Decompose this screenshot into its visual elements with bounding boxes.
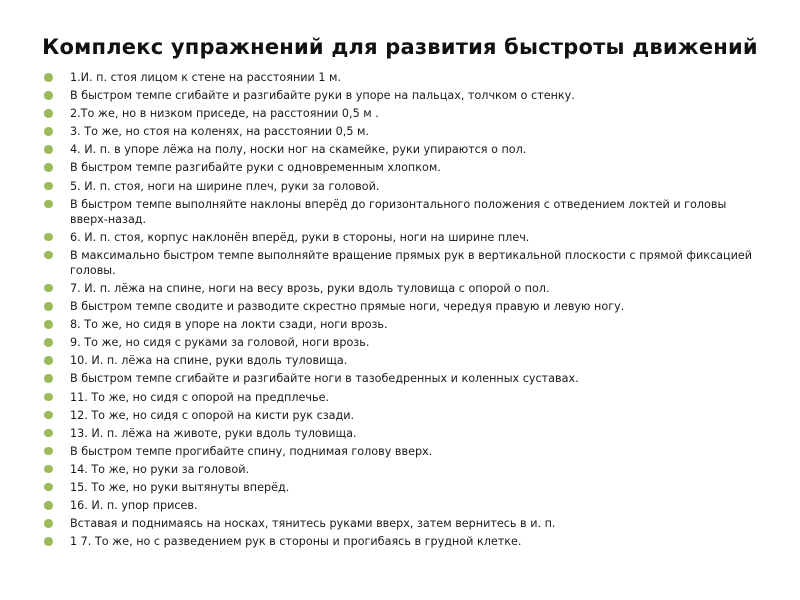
bullet-icon: [44, 91, 53, 100]
list-item: [43, 142, 758, 157]
bullet-icon: [44, 320, 53, 329]
list-item-text: 5. И. п. стоя, ноги на ширине плеч, руки за головой.: [70, 179, 380, 193]
list-item: [43, 248, 758, 278]
list-item: [43, 70, 758, 85]
list-item-text: 1.И. п. стоя лицом к стене на расстоянии 1 м.: [70, 71, 342, 84]
list-item: [43, 124, 758, 139]
list-item: [43, 516, 758, 531]
bullet-icon: [44, 374, 53, 383]
bullet-icon: [44, 182, 53, 191]
bullet-icon: [44, 429, 53, 438]
list-item: [43, 281, 758, 296]
list-item: [43, 317, 758, 332]
list-item: [43, 160, 758, 175]
bullet-icon: [44, 73, 53, 82]
list-item: [43, 230, 758, 245]
bullet-icon: [44, 519, 53, 528]
bullet-icon: [44, 411, 53, 420]
list-item-text: 1 7. То же, но с разведением рук в стороны и прогибаясь в грудной клетке.: [70, 535, 522, 549]
list-item: [43, 335, 758, 350]
bullet-icon: [44, 302, 53, 311]
list-item: [43, 106, 758, 121]
list-item: [43, 353, 758, 368]
list-item-text: 3. То же, но стоя на коленях, на расстоянии 0,5 м.: [70, 125, 370, 139]
list-item-text: 10. И. п. лёжа на спине, руки вдоль туловища.: [70, 354, 348, 368]
bullet-icon: [44, 501, 53, 510]
bullet-icon: [44, 483, 53, 492]
list-item-text: 13. И. п. лёжа на животе, руки вдоль туловища.: [70, 426, 357, 440]
list-item-text: В быстром темпе сгибайте и разгибайте руки в упоре на пальцах, толчком о стенку.: [70, 89, 575, 103]
bullet-icon: [44, 338, 53, 347]
list-item-text: 15. То же, но руки вытянуты вперёд.: [70, 480, 290, 494]
bullet-icon: [44, 200, 53, 209]
slide-title: Комплекс упражнений для развития быстроты движений: [42, 35, 758, 59]
list-item: [43, 480, 758, 495]
list-item-text: В быстром темпе выполняйте наклоны вперёд до горизонтального положения с отведением локтей и головы вверх-назад.: [70, 197, 727, 226]
bullet-icon: [44, 537, 53, 546]
bullet-icon: [44, 251, 53, 260]
bullet-icon: [44, 109, 53, 118]
list-item-text: В быстром темпе разгибайте руки с одновременным хлопком.: [70, 161, 441, 175]
list-item: [43, 197, 758, 227]
list-item-text: 4. И. п. в упоре лёжа на полу, носки ног на скамейке, руки упираются о пол.: [70, 143, 527, 157]
bullet-icon: [44, 145, 53, 154]
list-item-text: 9. То же, но сидя с руками за головой, ноги врозь.: [70, 336, 370, 350]
list-item: [43, 179, 758, 194]
list-item-text: В быстром темпе сводите и разводите скрестно прямые ноги, чередуя правую и левую ногу.: [70, 300, 625, 314]
bullet-icon: [44, 447, 53, 456]
list-item: [43, 408, 758, 423]
list-item-text: 2.То же, но в низком приседе, на расстоянии 0,5 м .: [70, 107, 379, 121]
bullet-icon: [44, 127, 53, 136]
bullet-icon: [44, 465, 53, 474]
bullet-icon: [44, 393, 53, 402]
list-item: [43, 426, 758, 441]
list-item-text: 14. То же, но руки за головой.: [70, 462, 250, 476]
list-item-text: 11. То же, но сидя с опорой на предплечье.: [70, 390, 330, 404]
bullet-icon: [44, 163, 53, 172]
list-item: [43, 444, 758, 459]
bullet-icon: [44, 356, 53, 365]
list-item: [43, 299, 758, 314]
list-item: [43, 371, 758, 386]
list-item: [43, 534, 758, 549]
list-item-text: 16. И. п. упор присев.: [70, 499, 198, 513]
list-item-text: В быстром темпе прогибайте спину, поднимая голову вверх.: [70, 444, 433, 458]
list-item: [43, 88, 758, 103]
bullet-icon: [44, 233, 53, 242]
list-item-text: 8. То же, но сидя в упоре на локти сзади, ноги врозь.: [70, 318, 388, 332]
list-item-text: В быстром темпе сгибайте и разгибайте ноги в тазобедренных и коленных суставах.: [70, 372, 579, 386]
list-item-text: 7. И. п. лёжа на спине, ноги на весу врозь, руки вдоль туловища с опорой о пол.: [70, 281, 550, 295]
list-item: [43, 462, 758, 477]
list-item-text: Вставая и поднимаясь на носках, тянитесь руками вверх, затем вернитесь в и. п.: [70, 517, 556, 531]
list-item-text: В максимально быстром темпе выполняйте вращение прямых рук в вертикальной плоскости с прямой фиксацией головы.: [70, 248, 753, 277]
exercise-list: [43, 70, 758, 552]
list-item-text: 6. И. п. стоя, корпус наклонён вперёд, руки в стороны, ноги на ширине плеч.: [70, 230, 530, 244]
list-item: [43, 498, 758, 513]
list-item: [43, 390, 758, 405]
list-item-text: 12. То же, но сидя с опорой на кисти рук сзади.: [70, 408, 355, 422]
bullet-icon: [44, 284, 53, 293]
